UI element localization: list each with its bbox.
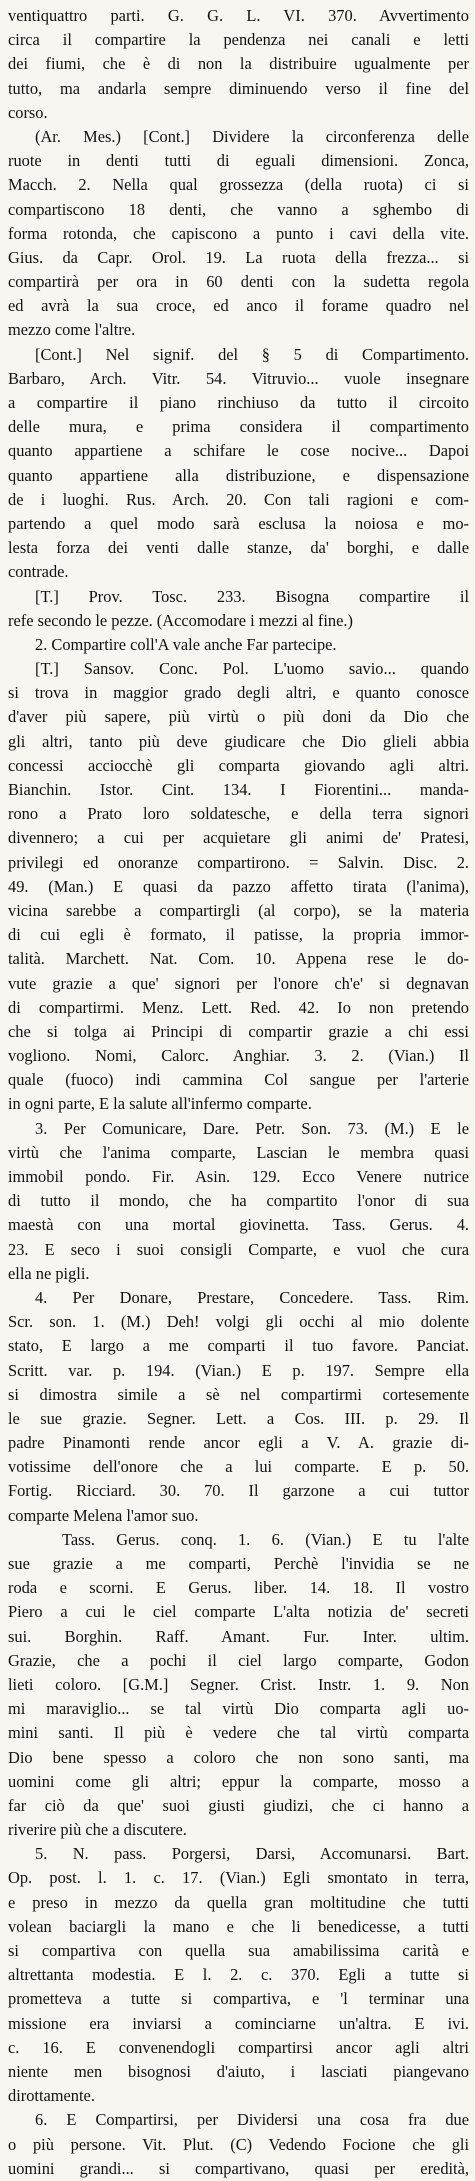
text-line: di tutto il mondo, che ha compartito l'onor di sua	[8, 1191, 469, 1211]
text-line: uomini grandi... si compartivano, quasi per eredità,	[8, 2158, 469, 2178]
text-line: virtù che l'anima comparte, Lascian le membra quasi	[8, 1142, 469, 1162]
text-line: di compartirmi. Menz. Lett. Red. 42. Io non pretendo	[8, 997, 469, 1017]
text-line: [T.] Prov. Tosc. 233. Bisogna compartire il	[35, 586, 469, 606]
text-line: 2. Compartire coll'A vale anche Far partecipe.	[35, 634, 337, 654]
text-line: gli altri, tanto più deve giudicare che Dio glieli abbia	[8, 731, 469, 751]
text-line: divennero; a cui per acquietare gli animi de' Pratesi,	[8, 828, 469, 848]
text-line: si trova in maggior grado degli altri, e quanto conosce	[8, 683, 469, 703]
text-line: Scr. son. 1. (M.) Deh! volgi gli occhi al mio dolente	[8, 1312, 469, 1332]
text-line: Barbaro, Arch. Vitr. 54. Vitruvio... vuole insegnare	[8, 368, 469, 388]
text-line: Tass. Gerus. conq. 1. 6. (Vian.) E tu l'alte	[62, 1529, 469, 1549]
text-line: Macch. 2. Nella qual grossezza (della ruota) ci si	[8, 175, 469, 195]
text-line: Grazie, che a pochi il ciel largo comparte, Godon	[8, 1650, 469, 1670]
text-line: quanto appartiene alla distribuzione, e dispensazione	[8, 465, 469, 485]
text-line: roda e scorni. E Gerus. liber. 14. 18. Il vostro	[8, 1578, 469, 1598]
text-line: 49. (Man.) E quasi da pazzo affetto tirata (l'anima),	[8, 876, 469, 896]
text-line: missione era inviarsi a cominciarne un'altra. E ivi.	[8, 2013, 469, 2033]
text-line: quanto appartiene a schifare le cose nocive... Dapoi	[8, 441, 469, 461]
text-line: ventiquattro parti. G. G. L. VI. 370. Avvertimento	[8, 6, 469, 25]
text-line: prometteva a tutte si compartiva, e 'l terminar una	[8, 1989, 469, 2009]
text-line: che si tolga ai Principi di compartir grazie a chi essi	[8, 1021, 469, 1041]
text-line: partendo a quel modo sarà esclusa la noiosa e mo-	[8, 513, 469, 533]
text-line: le sue grazie. Segner. Lett. a Cos. III. p. 29. Il	[8, 1408, 469, 1428]
text-line: comparte Melena l'amor suo.	[8, 1505, 199, 1525]
text-line: uomini come gli altri; eppur la comparte, mosso a	[8, 1771, 469, 1791]
text-line: vicina sarebbe a compartirgli (al corpo), se la materia	[8, 900, 469, 920]
text-line: mezzo come l'altre.	[8, 320, 136, 340]
text-line: Dio bene spesso a coloro che non sono santi, ma	[8, 1747, 469, 1767]
text-line: refe secondo le pezze. (Accomodare i mezzi al fine.)	[8, 610, 353, 630]
text-line: vute grazie a que' signori per l'onore ch'e' si degnavan	[8, 973, 469, 993]
text-line: [T.] Sansov. Conc. Pol. L'uomo savio... quando	[35, 659, 469, 679]
text-line: votissime dell'onore che a lui comparte. E p. 50.	[8, 1457, 469, 1477]
text-line: compartiscono 18 denti, che vanno a sghembo di	[8, 199, 469, 219]
text-line: 6. E Compartirsi, per Dividersi una cosa fra due	[35, 2110, 469, 2130]
text-line: [Cont.] Nel signif. del § 5 di Compartimento.	[35, 344, 469, 364]
text-line: lieti coloro. [G.M.] Segner. Crist. Instr. 1. 9. Non	[8, 1674, 469, 1694]
text-line: lesta forza dei venti dalle stanze, da' borghi, e dalle	[8, 538, 469, 558]
text-line: mi maraviglio... se tal virtù Dio comparta agli uo-	[8, 1699, 469, 1719]
text-line: concessi acciocchè gli comparta giovando agli altri.	[8, 755, 469, 775]
text-line: contrade.	[8, 562, 69, 582]
text-line: niente men bisognosi d'aiuto, i lasciati piangevano	[8, 2061, 469, 2081]
text-line: altrettanta modestia. E l. 2. c. 370. Egli a tutte si	[8, 1965, 469, 1985]
text-line: Op. post. l. 1. c. 17. (Vian.) Egli smontato in terra,	[8, 1868, 469, 1888]
text-line: a compartire il piano rinchiuso da tutto il circoito	[8, 393, 469, 412]
text-line: corso.	[8, 102, 48, 122]
text-line: rono a Prato loro soldatesche, e della terra signori	[8, 804, 469, 824]
text-line: Scritt. var. p. 194. (Vian.) E p. 197. Sempre ella	[8, 1360, 469, 1380]
text-line: ella ne pigli.	[8, 1263, 90, 1283]
text-line: di cui egli è formato, il patisse, la propria immor-	[8, 925, 469, 945]
text-line: talità. Marchett. Nat. Com. 10. Appena rese le do-	[8, 949, 469, 969]
text-line: forma rotonda, che capiscono a punto i cavi della vite.	[8, 223, 469, 243]
text-line: 3. Per Comunicare, Dare. Petr. Son. 73. (M.) E le	[35, 1118, 469, 1138]
text-line: si compartiva con quella sua amabilissima carità e	[8, 1941, 469, 1960]
text-line: c. 16. E convenendogli compartirsi ancor agli altri	[8, 2037, 469, 2057]
text-line: vogliono. Nomi, Calorc. Anghiar. 3. 2. (Vian.) Il	[8, 1046, 469, 1066]
text-line: circa il compartire la pendenza nei canali e letti	[8, 30, 469, 50]
text-line: de i luoghi. Rus. Arch. 20. Con tali ragioni e com-	[8, 489, 469, 509]
text-line: dei fiumi, che è di non la distribuire ugualmente per	[8, 54, 469, 74]
text-line: Piero a cui le ciel comparte L'alta notizia de' secreti	[8, 1602, 469, 1622]
text-line: quale (fuoco) indi cammina Col sangue per l'arterie	[8, 1070, 469, 1090]
text-line: Bianchin. Istor. Cint. 134. I Fiorentini... manda-	[8, 780, 469, 799]
text-line: e preso in mezzo da quella gran moltitudine che tutti	[8, 1892, 469, 1912]
text-line: 5. N. pass. Porgersi, Darsi, Accomunarsi. Bart.	[35, 1844, 469, 1864]
text-line: Fortig. Ricciard. 30. 70. Il garzone a cui tuttor	[8, 1481, 469, 1501]
text-line: riverire più che a discutere.	[8, 1820, 187, 1840]
text-line: mini santi. Il più è vedere che tal virtù comparta	[8, 1723, 469, 1743]
text-line: far ciò da que' suoi giusti giudizi, che ci hanno a	[8, 1795, 469, 1815]
text-line: sui. Borghin. Raff. Amant. Fur. Inter. ultim.	[8, 1626, 469, 1646]
text-line: ed avrà la sua croce, ed anco il forame quadro nel	[8, 296, 469, 316]
text-line: (Ar. Mes.) [Cont.] Dividere la circonferenza delle	[35, 126, 469, 146]
text-line: d'aver più sapere, più virtù o più doni da Dio che	[8, 707, 469, 727]
text-line: tutto, ma andarla sempre diminuendo verso il fine del	[8, 78, 469, 98]
text-line: sue grazie a me comparti, Perchè l'invidia se ne	[8, 1554, 469, 1573]
text-line: si dimostra simile a sè nel compartirmi cortesemente	[8, 1384, 469, 1404]
text-line: stato, E largo a me comparti il tuo favore. Panciat.	[8, 1336, 469, 1356]
text-line: 23. E seco i suoi consigli Comparte, e vuol che cura	[8, 1239, 469, 1259]
text-line: in ogni parte, E la salute all'infermo comparte.	[8, 1094, 312, 1114]
text-line: delle mura, e prima considera il compartimento	[8, 417, 469, 437]
text-line: ruote in denti tutti di eguali dimensioni. Zonca,	[8, 151, 469, 171]
text-line: padre Pinamonti rende ancor egli a V. A. grazie di-	[8, 1433, 469, 1453]
text-line: 4. Per Donare, Prestare, Concedere. Tass. Rim.	[35, 1287, 469, 1307]
text-line: maestà con una mortal giovinetta. Tass. Gerus. 4.	[8, 1215, 469, 1235]
text-line: volean baciargli la mano e che li benedicesse, a tutti	[8, 1916, 469, 1936]
text-line: compartirà per ora in 60 denti con la sudetta regola	[8, 272, 469, 292]
text-line: o più persone. Vit. Plut. (C) Vedendo Focione che gli	[8, 2134, 469, 2154]
text-line: immobil pondo. Fir. Asin. 129. Ecco Venere nutrice	[8, 1167, 469, 1186]
text-line: Gius. da Capr. Orol. 19. La ruota della frezza... si	[8, 247, 469, 267]
text-line: dirottamente.	[8, 2086, 95, 2106]
text-line: privilegi ed onoranze compartirono. = Salvin. Disc. 2.	[8, 852, 469, 872]
